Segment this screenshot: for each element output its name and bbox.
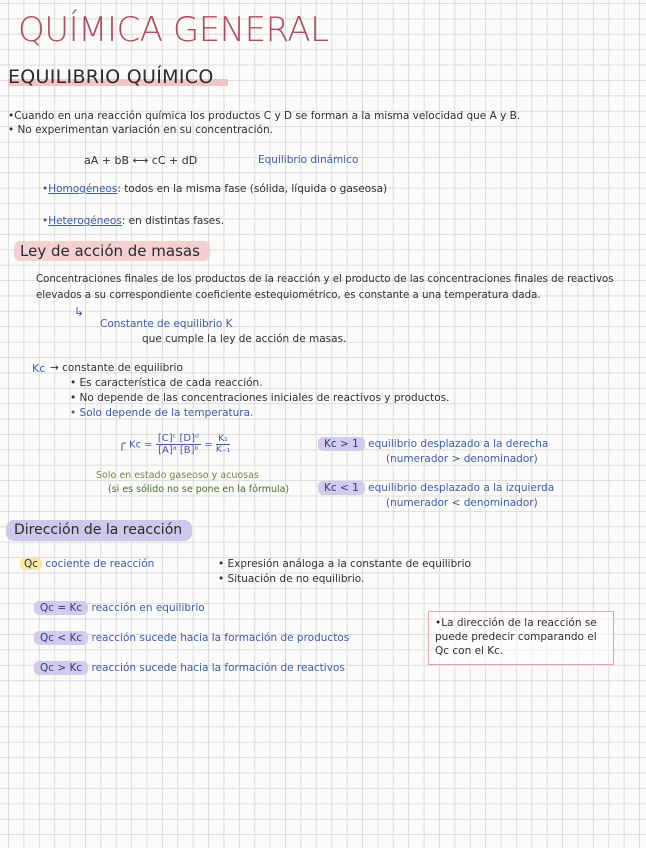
kc-gt-text: equilibrio desplazado a la derecha [368,438,549,450]
reaction-equation: aA + bB ⟷ cC + dD [84,154,198,167]
qc-label: cociente de reacción [45,558,155,570]
direccion-heading-text: Dirección de la reacción [6,520,192,541]
kc-lt-sub: (numerador < denominador) [386,497,538,509]
homogeneos-line: •Homogéneos: todos en la misma fase (sólida, líquida o gaseosa) [42,183,388,195]
qc-relation-text: reacción en equilibrio [91,602,205,614]
formula-k-numerator: K₁ [216,434,230,445]
formula-equals: = [204,439,213,451]
kc-formula: ╭ Kc = $\frac{\text{[C]ᶜ [D]ᵈ}}{\text{[A]ᵃ [B]ᵇ}}$ = $\frac{\text{K₁}}{\text{K₋₁}}$ [118,433,231,456]
heterogeneos-term: Heterogéneos [48,215,122,227]
formula-fraction [156,433,201,456]
formula-k-denominator: K₋₁ [215,445,231,455]
heterogeneos-line: •Heterogéneos: en distintas fases. [42,215,225,227]
kc-point-3: • Solo depende de la temperatura. [70,407,254,419]
ley-line-2: elevados a su correspondiente coeficiente estequiométrico, es constante a una temperatura dada. [36,290,541,301]
section-heading-direccion [6,522,192,538]
qc-point-1: • Expresión análoga a la constante de equilibrio [218,558,471,570]
qc-relation-tag: Qc = Kc [34,601,88,615]
kc-gt-row [318,438,548,450]
kc-lt-row [318,482,554,494]
curved-arrow-icon: ↳ [74,305,85,319]
formula-denominator: [A]ᵃ [B]ᵇ [158,445,199,456]
qc-relation-row [34,602,205,614]
qc-relation-row [34,662,345,674]
kc-lt-text: equilibrio desplazado a la izquierda [368,482,555,494]
equilibrio-bullet-2: • No experimentan variación en su concentración. [8,124,273,136]
kc-lt-tag: Kc < 1 [318,481,365,495]
qc-relation-tag: Qc < Kc [34,631,88,645]
homogeneos-def: : todos en la misma fase (sólida, líquida o gaseosa) [117,183,388,195]
qc-tag: Qc [20,558,42,570]
qc-point-2: • Situación de no equilibrio. [218,573,365,585]
qc-row [20,558,154,570]
formula-lhs: Kc = [129,439,153,451]
ley-line-1: Concentraciones finales de los productos de la reacción y el producto de las concentraciones finales de reactivos [36,274,614,285]
page-title: QUÍMICA GENERAL [18,10,329,50]
kc-gt-sub: (numerador > denominador) [386,453,538,465]
qc-relation-text: reacción sucede hacia la formación de productos [91,632,350,644]
kc-point-2: • No depende de las concentraciones iniciales de reactivos y productos. [70,392,450,404]
formula-note-1: Solo en estado gaseoso y acuosas [96,470,259,481]
formula-note-2: (si es sólido no se pone en la fórmula) [108,484,290,495]
equilibrio-bullet-1: •Cuando en una reacción química los productos C y D se forman a la misma velocidad que A y B. [8,110,521,122]
heterogeneos-def: : en distintas fases. [121,215,225,227]
section-heading-equilibrio: EQUILIBRIO QUÍMICO [8,66,228,88]
constante-equilibrio: Constante de equilibrio K [100,318,233,330]
kc-description: → constante de equilibrio [50,362,183,374]
kc-gt-tag: Kc > 1 [318,437,365,451]
formula-numerator: [C]ᶜ [D]ᵈ [157,433,200,444]
formula-k-fraction [216,434,230,455]
qc-relation-row [34,632,349,644]
ley-heading-text: Ley de acción de masas [14,241,210,261]
kc-symbol: Kc [32,362,46,375]
direction-note-box: •La dirección de la reacción se puede predecir comparando el Qc con el Kc. [428,611,614,665]
homogeneos-term: Homogéneos [48,183,118,195]
kc-point-1: • Es característica de cada reacción. [70,377,263,389]
qc-relation-text: reacción sucede hacia la formación de reactivos [91,662,345,674]
section-heading-ley [14,242,210,260]
cumple-ley: que cumple la ley de acción de masas. [142,333,347,345]
reaction-label: Equilibrio dinámico [258,154,359,166]
qc-relation-tag: Qc > Kc [34,661,88,675]
